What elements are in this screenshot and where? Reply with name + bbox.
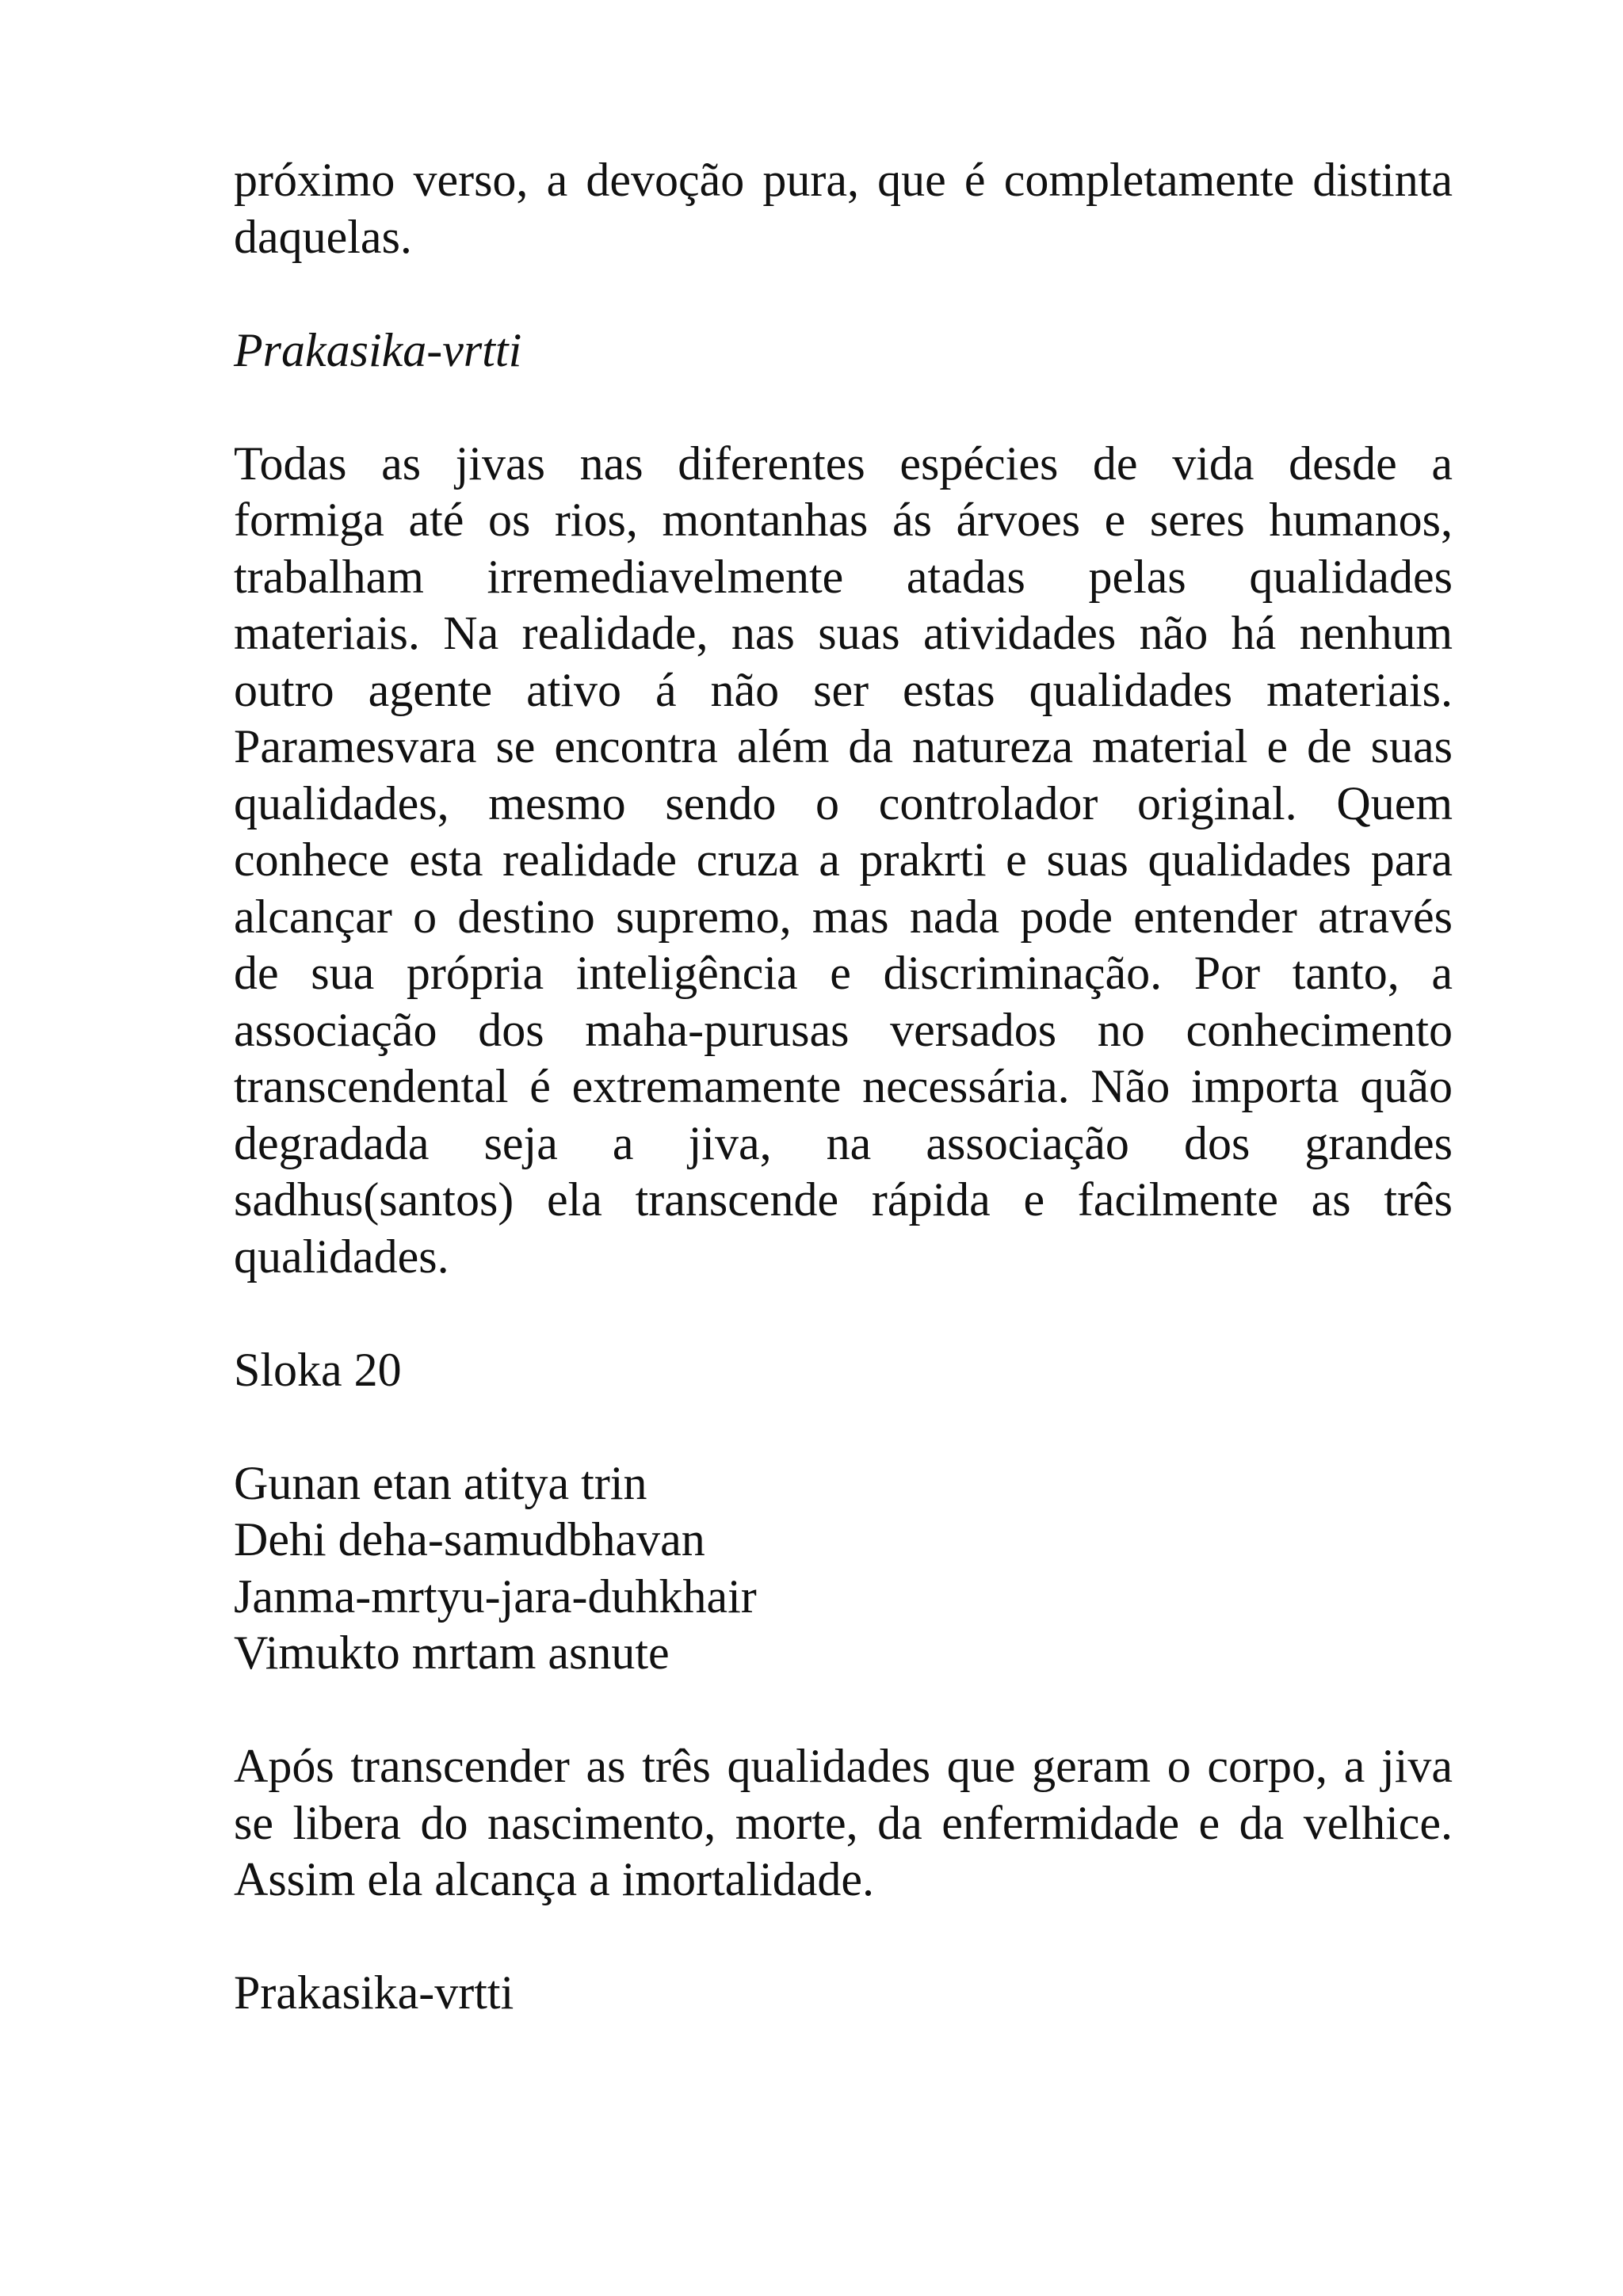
verse-line: Vimukto mrtam asnute <box>234 1627 670 1679</box>
sloka-number: Sloka 20 <box>234 1343 402 1396</box>
sloka-heading <box>234 1342 1453 1399</box>
text-line: materiais. Na realidade, nas suas atividades não há nenhum <box>234 607 1453 659</box>
page-text <box>234 152 1453 2022</box>
verse-line: Gunan etan atitya trin <box>234 1456 647 1509</box>
section-heading: Prakasika-vrtti <box>234 323 522 376</box>
section-heading: Prakasika-vrtti <box>234 1966 514 2019</box>
text-line: próximo verso, a devoção pura, que é completamente distinta <box>234 154 1453 206</box>
text-line: trabalham irremediavelmente atadas pelas qualidades <box>234 550 1453 603</box>
text-line: qualidades, mesmo sendo o controlador original. Quem <box>234 776 1453 830</box>
text-line: qualidades. <box>234 1230 449 1283</box>
verse-line: Janma-mrtyu-jara-duhkhair <box>234 1569 757 1623</box>
text-line: Todas as jivas nas diferentes espécies de vida desde a <box>234 437 1453 490</box>
text-line: formiga até os rios, montanhas ás árvoes e seres humanos, <box>234 494 1453 546</box>
text-line: sadhus(santos) ela transcende rápida e facilmente as três <box>234 1173 1453 1226</box>
text-line: de sua própria inteligência e discriminação. Por tanto, a <box>234 947 1453 999</box>
verse-line: Dehi deha-samudbhavan <box>234 1513 705 1566</box>
text-line: conhece esta realidade cruza a prakrti e suas qualidades para <box>234 833 1453 886</box>
text-line: Após transcender as três qualidades que geram o corpo, a jiva <box>234 1740 1453 1792</box>
paragraph-continuation <box>234 152 1453 265</box>
text-line: outro agente ativo á não ser estas qualidades materiais. <box>234 663 1453 716</box>
text-line: daquelas. <box>234 210 412 263</box>
text-line: Paramesvara se encontra além da natureza material e de suas <box>234 720 1453 772</box>
text-line: degradada seja a jiva, na associação dos grandes <box>234 1116 1453 1169</box>
text-line: transcendental é extremamente necessária. Não importa quão <box>234 1060 1453 1112</box>
text-line: Assim ela alcança a imortalidade. <box>234 1853 874 1905</box>
text-line: alcançar o destino supremo, mas nada pode entender através <box>234 890 1453 943</box>
sloka-verse <box>234 1455 1453 1682</box>
translation-paragraph <box>234 1738 1453 1909</box>
section-heading-prakasika-vrtti-2 <box>234 1965 1453 2022</box>
commentary-paragraph <box>234 436 1453 1286</box>
text-line: se libera do nascimento, morte, da enfermidade e da velhice. <box>234 1796 1453 1849</box>
text-line: associação dos maha-purusas versados no conhecimento <box>234 1003 1453 1056</box>
section-heading-prakasika-vrtti <box>234 322 1453 379</box>
